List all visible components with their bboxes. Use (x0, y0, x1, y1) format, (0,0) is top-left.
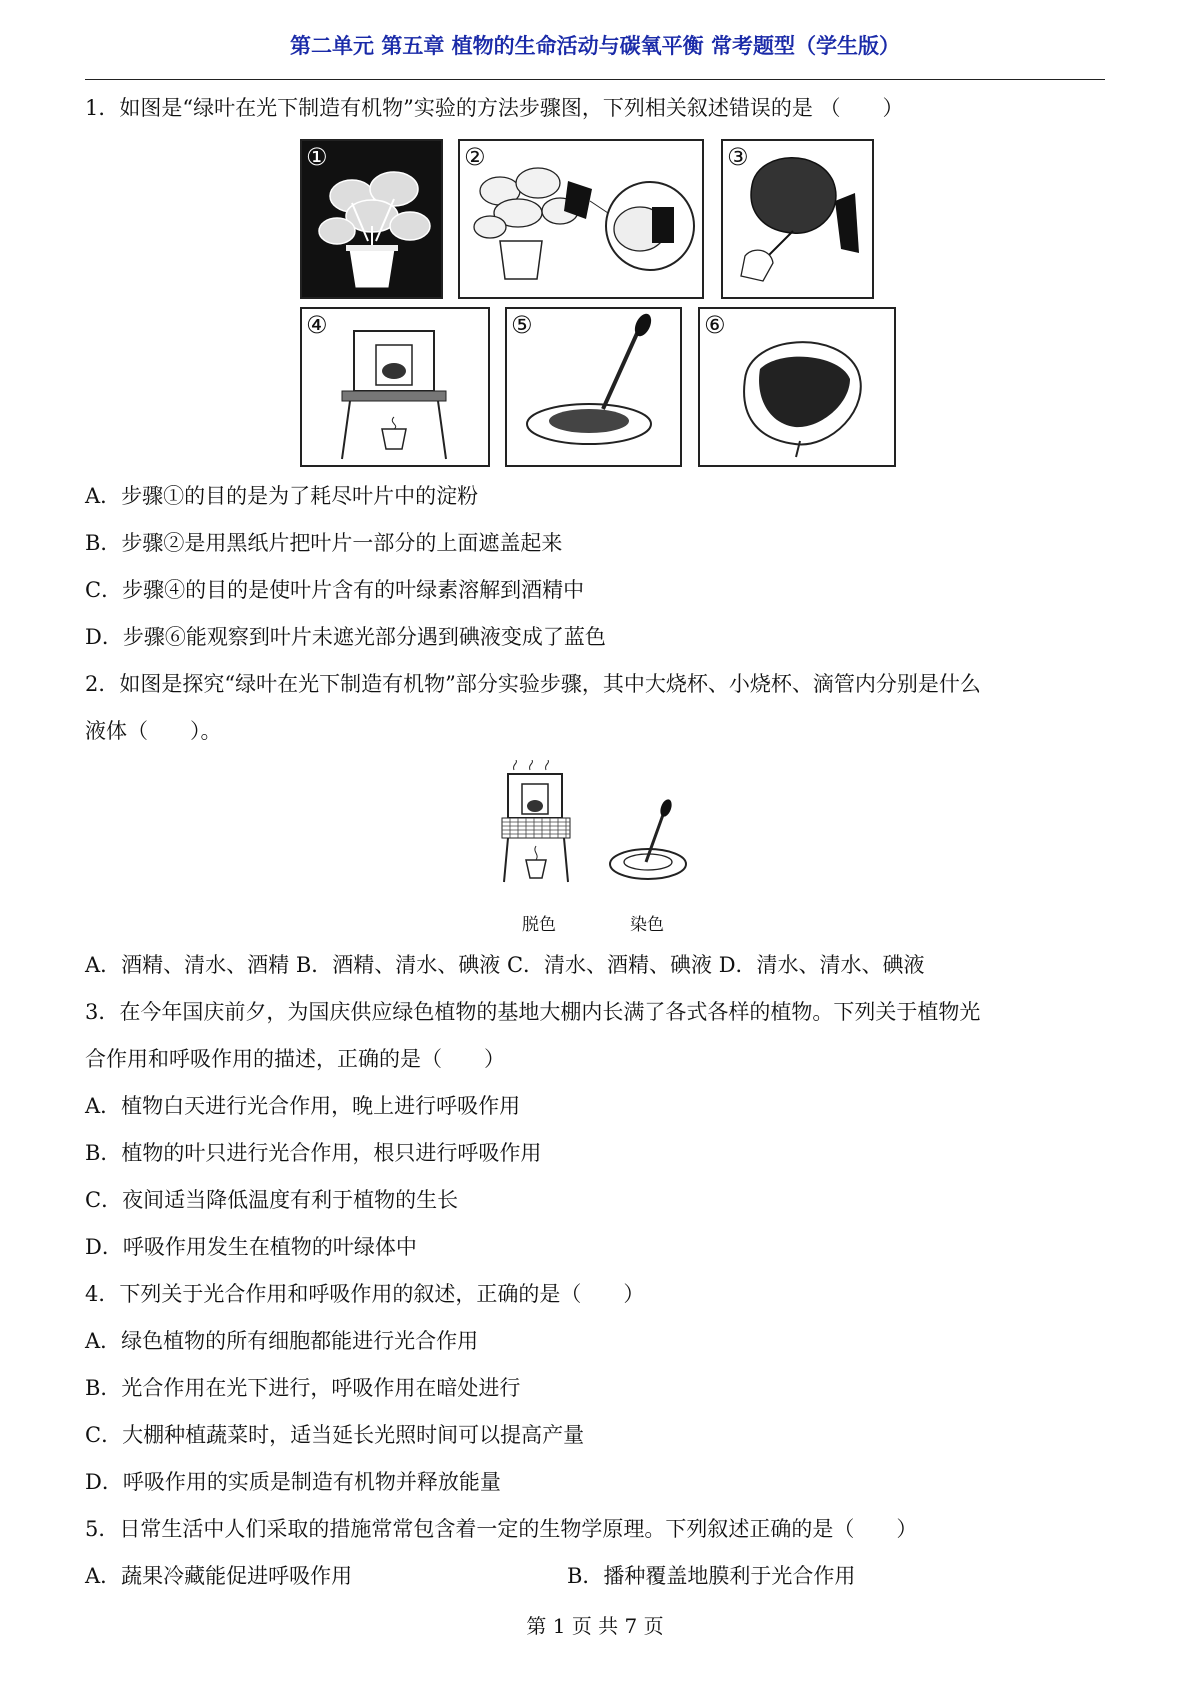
q3-option-a: A．植物白天进行光合作用，晚上进行呼吸作用 (85, 1094, 521, 1118)
q1-stem: 1．如图是“绿叶在光下制造有机物”实验的方法步骤图，下列相关叙述错误的是 （ ） (85, 96, 904, 120)
caption-stain: 染色 (630, 915, 664, 935)
q2-stem-line2: 液体（ ）。 (85, 719, 222, 743)
q4-option-d: D．呼吸作用的实质是制造有机物并释放能量 (85, 1470, 501, 1494)
q5-option-b: B．播种覆盖地膜利于光合作用 (567, 1564, 856, 1588)
decolor-and-stain-apparatus-icon (500, 760, 700, 910)
q1-panel-1 (300, 139, 443, 299)
header-rule (85, 79, 1105, 80)
q1-panel-6 (698, 307, 896, 467)
plant-with-black-paper-icon (460, 141, 702, 297)
q1-option-a: A．步骤①的目的是为了耗尽叶片中的淀粉 (85, 484, 479, 508)
q1-option-d: D．步骤⑥能观察到叶片未遮光部分遇到碘液变成了蓝色 (85, 625, 606, 649)
stained-leaf-icon (700, 309, 894, 465)
panel-number: ① (306, 143, 328, 171)
panel-number: ② (464, 143, 486, 171)
q4-option-b: B．光合作用在光下进行，呼吸作用在暗处进行 (85, 1376, 521, 1400)
q4-stem: 4．下列关于光合作用和呼吸作用的叙述，正确的是（ ） (85, 1282, 645, 1306)
dropper-iodine-dish-icon (507, 309, 680, 465)
q1-panel-4 (300, 307, 490, 467)
q3-option-c: C．夜间适当降低温度有利于植物的生长 (85, 1188, 459, 1212)
page-footer: 第 1 页 共 7 页 (526, 1614, 664, 1638)
q5-option-a: A．蔬果冷藏能促进呼吸作用 (85, 1564, 353, 1588)
q1-panel-5 (505, 307, 682, 467)
q1-option-c: C．步骤④的目的是使叶片含有的叶绿素溶解到酒精中 (85, 578, 585, 602)
page-header-title: 第二单元 第五章 植物的生命活动与碳氧平衡 常考题型（学生版） (290, 34, 900, 58)
q3-option-b: B．植物的叶只进行光合作用，根只进行呼吸作用 (85, 1141, 542, 1165)
q1-option-b: B．步骤②是用黑纸片把叶片一部分的上面遮盖起来 (85, 531, 563, 555)
q2-stem-line1: 2．如图是探究“绿叶在光下制造有机物”部分实验步骤，其中大烧杯、小烧杯、滴管内分别是什么 (85, 672, 981, 696)
caption-decolor: 脱色 (522, 915, 556, 935)
q3-option-d: D．呼吸作用发生在植物的叶绿体中 (85, 1235, 417, 1259)
q1-figure (298, 137, 898, 469)
q1-panel-3 (721, 139, 874, 299)
q2-figure (500, 760, 700, 935)
panel-number: ⑤ (511, 311, 533, 339)
panel-number: ⑥ (704, 311, 726, 339)
q1-panel-2 (458, 139, 704, 299)
q3-stem-line1: 3．在今年国庆前夕，为国庆供应绿色植物的基地大棚内长满了各式各样的植物。下列关于植物光 (85, 1000, 981, 1024)
q2-options: A．酒精、清水、酒精 B．酒精、清水、碘液 C．清水、酒精、碘液 D．清水、清水、碘液 (85, 953, 925, 977)
q3-stem-line2: 合作用和呼吸作用的描述，正确的是（ ） (85, 1047, 505, 1071)
water-bath-heating-icon (302, 309, 488, 465)
q4-option-c: C．大棚种植蔬菜时，适当延长光照时间可以提高产量 (85, 1423, 585, 1447)
q4-option-a: A．绿色植物的所有细胞都能进行光合作用 (85, 1329, 479, 1353)
q5-stem: 5．日常生活中人们采取的措施常常包含着一定的生物学原理。下列叙述正确的是（ ） (85, 1517, 918, 1541)
panel-number: ③ (727, 143, 749, 171)
panel-number: ④ (306, 311, 328, 339)
